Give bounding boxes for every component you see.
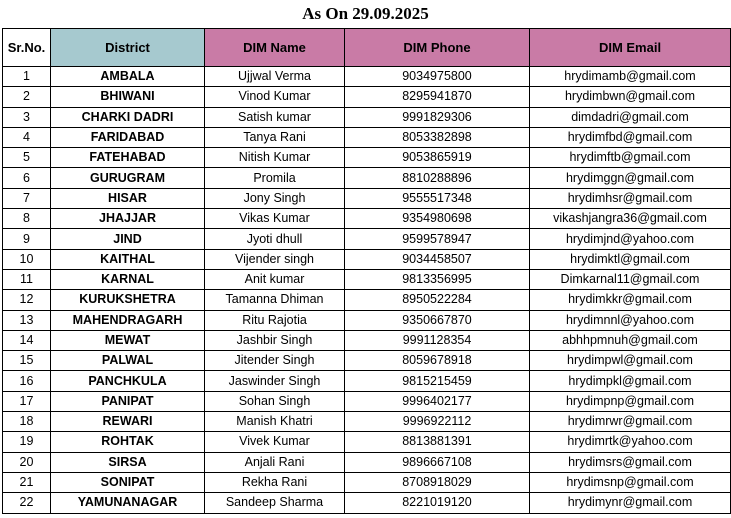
table-row [3, 452, 731, 472]
table-row [3, 493, 731, 513]
cell-sr-no: 10 [3, 249, 51, 269]
cell-district: HISAR [51, 188, 205, 208]
cell-dim-name: Jyoti dhull [205, 229, 345, 249]
cell-dim-phone: 9599578947 [345, 229, 530, 249]
cell-sr-no: 6 [3, 168, 51, 188]
table-row [3, 107, 731, 127]
cell-dim-email: hrydimggn@gmail.com [530, 168, 731, 188]
cell-dim-phone: 9991128354 [345, 330, 530, 350]
cell-district: PANIPAT [51, 391, 205, 411]
cell-district: SIRSA [51, 452, 205, 472]
cell-dim-email: hrydimftb@gmail.com [530, 148, 731, 168]
cell-dim-email: hrydimsnp@gmail.com [530, 472, 731, 492]
cell-dim-name: Vijender singh [205, 249, 345, 269]
cell-district: PANCHKULA [51, 371, 205, 391]
cell-dim-name: Tanya Rani [205, 127, 345, 147]
cell-sr-no: 2 [3, 87, 51, 107]
cell-district: CHARKI DADRI [51, 107, 205, 127]
table-row [3, 351, 731, 371]
header-dim-phone: DIM Phone [345, 29, 530, 67]
cell-dim-name: Ritu Rajotia [205, 310, 345, 330]
cell-dim-name: Tamanna Dhiman [205, 290, 345, 310]
cell-dim-phone: 9034975800 [345, 67, 530, 87]
cell-dim-email: hrydimpkl@gmail.com [530, 371, 731, 391]
cell-district: JIND [51, 229, 205, 249]
cell-district: GURUGRAM [51, 168, 205, 188]
cell-sr-no: 16 [3, 371, 51, 391]
cell-dim-phone: 8813881391 [345, 432, 530, 452]
cell-dim-phone: 8950522284 [345, 290, 530, 310]
cell-dim-phone: 8059678918 [345, 351, 530, 371]
cell-dim-phone: 9815215459 [345, 371, 530, 391]
cell-sr-no: 21 [3, 472, 51, 492]
cell-district: YAMUNANAGAR [51, 493, 205, 513]
table-row [3, 229, 731, 249]
table-row [3, 371, 731, 391]
cell-sr-no: 14 [3, 330, 51, 350]
cell-district: MAHENDRAGARH [51, 310, 205, 330]
cell-dim-name: Jony Singh [205, 188, 345, 208]
cell-dim-phone: 9996402177 [345, 391, 530, 411]
cell-district: ROHTAK [51, 432, 205, 452]
cell-dim-phone: 9991829306 [345, 107, 530, 127]
cell-dim-email: hrydimnnl@yahoo.com [530, 310, 731, 330]
cell-dim-name: Vinod Kumar [205, 87, 345, 107]
table-row [3, 310, 731, 330]
cell-sr-no: 22 [3, 493, 51, 513]
cell-dim-email: hrydimbwn@gmail.com [530, 87, 731, 107]
cell-dim-name: Jashbir Singh [205, 330, 345, 350]
table-row [3, 269, 731, 289]
cell-district: REWARI [51, 412, 205, 432]
cell-dim-name: Anjali Rani [205, 452, 345, 472]
cell-dim-email: vikashjangra36@gmail.com [530, 209, 731, 229]
cell-dim-name: Jitender Singh [205, 351, 345, 371]
cell-dim-name: Vivek Kumar [205, 432, 345, 452]
cell-dim-email: abhhpmnuh@gmail.com [530, 330, 731, 350]
cell-dim-phone: 8221019120 [345, 493, 530, 513]
table-row [3, 168, 731, 188]
cell-dim-phone: 9996922112 [345, 412, 530, 432]
header-sr-no: Sr.No. [3, 29, 51, 67]
table-row [3, 148, 731, 168]
cell-district: KAITHAL [51, 249, 205, 269]
cell-dim-name: Ujjwal Verma [205, 67, 345, 87]
table-row [3, 188, 731, 208]
cell-dim-phone: 9555517348 [345, 188, 530, 208]
cell-sr-no: 20 [3, 452, 51, 472]
cell-dim-phone: 8810288896 [345, 168, 530, 188]
table-row [3, 209, 731, 229]
cell-sr-no: 19 [3, 432, 51, 452]
cell-dim-email: hrydimrwr@gmail.com [530, 412, 731, 432]
cell-dim-phone: 9354980698 [345, 209, 530, 229]
cell-dim-name: Promila [205, 168, 345, 188]
cell-sr-no: 3 [3, 107, 51, 127]
cell-sr-no: 12 [3, 290, 51, 310]
table-body [3, 67, 731, 514]
header-dim-name: DIM Name [205, 29, 345, 67]
cell-district: KURUKSHETRA [51, 290, 205, 310]
table-row [3, 87, 731, 107]
cell-dim-phone: 9350667870 [345, 310, 530, 330]
table-row [3, 412, 731, 432]
cell-dim-name: Sohan Singh [205, 391, 345, 411]
table-row [3, 127, 731, 147]
document-title: As On 29.09.2025 [302, 4, 429, 23]
cell-sr-no: 9 [3, 229, 51, 249]
cell-dim-email: dimdadri@gmail.com [530, 107, 731, 127]
cell-sr-no: 4 [3, 127, 51, 147]
cell-dim-email: hrydimsrs@gmail.com [530, 452, 731, 472]
cell-dim-name: Anit kumar [205, 269, 345, 289]
cell-dim-email: hrydimynr@gmail.com [530, 493, 731, 513]
table-row [3, 67, 731, 87]
cell-dim-email: hrydimfbd@gmail.com [530, 127, 731, 147]
header-district: District [51, 29, 205, 67]
cell-dim-email: hrydimpnp@gmail.com [530, 391, 731, 411]
table-row [3, 432, 731, 452]
cell-dim-phone: 8708918029 [345, 472, 530, 492]
cell-dim-name: Satish kumar [205, 107, 345, 127]
table-row [3, 249, 731, 269]
cell-sr-no: 8 [3, 209, 51, 229]
table-row [3, 330, 731, 350]
cell-district: BHIWANI [51, 87, 205, 107]
cell-district: SONIPAT [51, 472, 205, 492]
table-row [3, 472, 731, 492]
cell-dim-name: Sandeep Sharma [205, 493, 345, 513]
table-row [3, 290, 731, 310]
cell-district: JHAJJAR [51, 209, 205, 229]
cell-dim-email: Dimkarnal11@gmail.com [530, 269, 731, 289]
cell-district: KARNAL [51, 269, 205, 289]
cell-dim-phone: 9813356995 [345, 269, 530, 289]
cell-dim-email: hrydimkkr@gmail.com [530, 290, 731, 310]
cell-dim-name: Vikas Kumar [205, 209, 345, 229]
cell-sr-no: 13 [3, 310, 51, 330]
cell-sr-no: 5 [3, 148, 51, 168]
cell-sr-no: 1 [3, 67, 51, 87]
cell-dim-name: Manish Khatri [205, 412, 345, 432]
table-row [3, 391, 731, 411]
cell-district: FATEHABAD [51, 148, 205, 168]
cell-district: FARIDABAD [51, 127, 205, 147]
header-dim-email: DIM Email [530, 29, 731, 67]
cell-district: PALWAL [51, 351, 205, 371]
cell-dim-email: hrydimktl@gmail.com [530, 249, 731, 269]
cell-sr-no: 11 [3, 269, 51, 289]
cell-dim-name: Nitish Kumar [205, 148, 345, 168]
cell-dim-phone: 9053865919 [345, 148, 530, 168]
cell-dim-phone: 8295941870 [345, 87, 530, 107]
cell-dim-email: hrydimamb@gmail.com [530, 67, 731, 87]
cell-dim-phone: 9896667108 [345, 452, 530, 472]
table-header-row [3, 29, 731, 67]
cell-dim-email: hrydimhsr@gmail.com [530, 188, 731, 208]
cell-district: AMBALA [51, 67, 205, 87]
dim-contact-table [2, 28, 731, 514]
cell-dim-name: Jaswinder Singh [205, 371, 345, 391]
cell-sr-no: 15 [3, 351, 51, 371]
cell-district: MEWAT [51, 330, 205, 350]
cell-sr-no: 7 [3, 188, 51, 208]
cell-sr-no: 18 [3, 412, 51, 432]
cell-dim-phone: 8053382898 [345, 127, 530, 147]
cell-sr-no: 17 [3, 391, 51, 411]
cell-dim-email: hrydimjnd@yahoo.com [530, 229, 731, 249]
cell-dim-phone: 9034458507 [345, 249, 530, 269]
cell-dim-email: hrydimpwl@gmail.com [530, 351, 731, 371]
cell-dim-name: Rekha Rani [205, 472, 345, 492]
cell-dim-email: hrydimrtk@yahoo.com [530, 432, 731, 452]
